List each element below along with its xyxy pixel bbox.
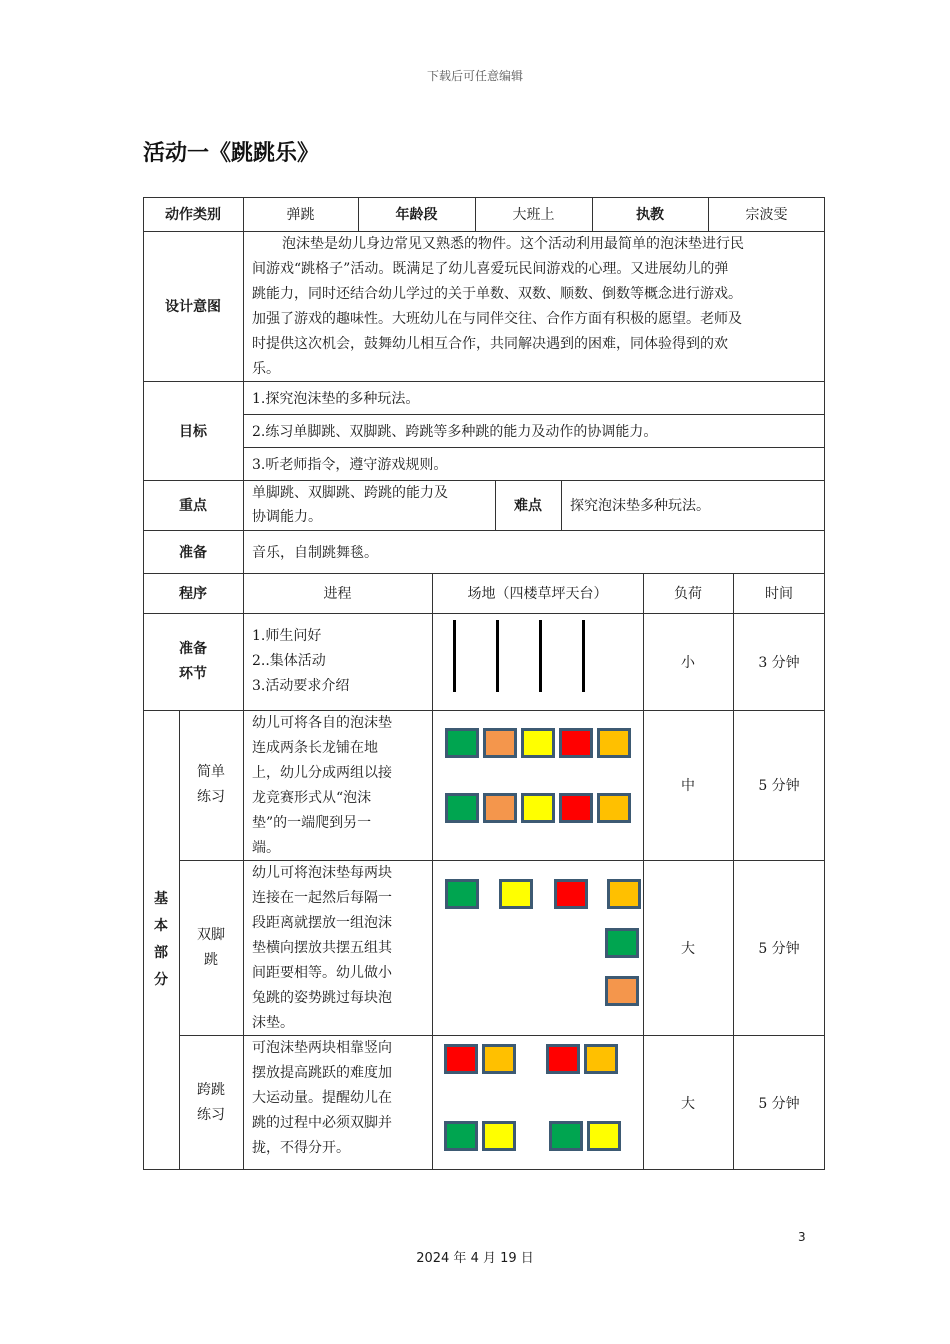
foam-mat-yellow: [499, 879, 533, 909]
procedure-label: 程序: [179, 586, 207, 602]
goals-label: 目标: [179, 423, 207, 440]
section-name: [179, 1035, 243, 1170]
grid-line: [243, 197, 244, 1170]
foam-mat-green: [445, 879, 479, 909]
design-line: 乐。: [252, 361, 280, 377]
desc-line: 幼儿可将各自的泡沫垫: [252, 715, 392, 731]
age-label: 年龄段: [395, 207, 438, 223]
key-point-line: 协调能力。: [252, 509, 322, 525]
design-line: 泡沫垫是幼儿身边常见又熟悉的物件。这个活动利用最简单的泡沫垫进行民: [282, 236, 744, 252]
load-header: 负荷: [674, 586, 702, 602]
foam-mat-amber: [597, 728, 631, 758]
difficulty-label: 难点: [514, 498, 542, 514]
foam-mat-yellow: [521, 793, 555, 823]
goal-item: 2.练习单脚跳、双脚跳、跨跳等多种跳的能力及动作的协调能力。: [252, 423, 658, 440]
prep-label: 准备: [179, 544, 207, 561]
design-line: 时提供这次机会，鼓舞幼儿相互合作，共同解决遇到的困难，同体验得到的欢: [252, 336, 728, 352]
foam-mat-green: [605, 928, 639, 958]
section-name-line: 简单: [197, 764, 225, 780]
prep-value: 音乐，自制跳舞毯。: [252, 544, 378, 561]
desc-line: 可泡沫垫两块相靠竖向: [252, 1040, 392, 1056]
foam-mat-orange: [483, 728, 517, 758]
desc-line: 跳的过程中必须双脚并: [252, 1115, 392, 1131]
section-load: 中: [681, 778, 695, 794]
foam-mat-green: [445, 728, 479, 758]
desc-line: 上，幼儿分成两组以接: [252, 765, 392, 781]
page-number: 3: [798, 1230, 806, 1244]
section-load: 大: [681, 940, 695, 957]
warmup-step: 1.师生问好: [252, 628, 322, 644]
age-value: 大班上: [512, 207, 555, 223]
foam-mat-amber: [607, 879, 641, 909]
foam-mat-amber: [584, 1044, 618, 1074]
time-header: 时间: [765, 586, 793, 602]
foam-mat-red: [559, 728, 593, 758]
foam-mat-orange: [605, 976, 639, 1006]
desc-line: 大运动量。提醒幼儿在: [252, 1090, 392, 1106]
header-note: 下载后可任意编辑: [426, 69, 523, 83]
section-name-line: 练习: [197, 789, 225, 805]
desc-line: 摆放提高跳跃的难度加: [252, 1065, 392, 1081]
goal-item: 3.听老师指令，遵守游戏规则。: [252, 456, 448, 473]
key-point-line: 单脚跳、双脚跳、跨跳的能力及: [252, 485, 448, 501]
footer-date: 2024 年 4 月 19 日: [416, 1251, 534, 1266]
section-desc: [252, 1036, 424, 1161]
desc-line: 连接在一起然后每隔一: [252, 890, 392, 906]
desc-line: 垫横向摆放共摆五组其: [252, 940, 392, 956]
desc-line: 连成两条长龙铺在地: [252, 740, 378, 756]
section-desc: [252, 861, 424, 1036]
warmup-steps: [252, 624, 430, 699]
line-marker: [539, 620, 542, 692]
section-name-line: 跨跳: [197, 1081, 225, 1098]
section-name: [179, 860, 243, 1035]
warmup-label: [143, 613, 243, 710]
design-label: 设计意图: [165, 299, 221, 315]
desc-line: 端。: [252, 840, 280, 856]
foam-mat-green: [549, 1121, 583, 1151]
foam-mat-green: [444, 1121, 478, 1151]
foam-mat-red: [559, 793, 593, 823]
section-time: 5 分钟: [758, 940, 800, 957]
design-line: 加强了游戏的趣味性。大班幼儿在与同伴交往、合作方面有积极的愿望。老师及: [252, 311, 742, 327]
difficulty-value: 探究泡沫垫多种玩法。: [570, 498, 710, 514]
section-time: 5 分钟: [758, 778, 800, 794]
warmup-step: 2..集体活动: [252, 653, 326, 669]
foam-mat-yellow: [587, 1121, 621, 1151]
warmup-load: 小: [681, 654, 695, 671]
venue-header: 场地（四楼草坪天台）: [467, 586, 608, 602]
warmup-label-line: 环节: [179, 665, 207, 682]
grid-line: [143, 530, 825, 531]
warmup-step: 3.活动要求介绍: [252, 678, 350, 694]
warmup-label-line: 准备: [179, 640, 207, 657]
line-marker: [453, 620, 456, 692]
desc-line: 兔跳的姿势跳过每块泡: [252, 990, 392, 1006]
foam-mat-orange: [483, 793, 517, 823]
line-marker: [582, 620, 585, 692]
desc-line: 沫垫。: [252, 1015, 294, 1031]
foam-mat-yellow: [521, 728, 555, 758]
basic-label-char: 部: [154, 945, 168, 961]
foam-mat-red: [554, 879, 588, 909]
process-header: 进程: [323, 586, 352, 602]
category-value: 弹跳: [286, 207, 315, 223]
section-name-line: 跳: [204, 951, 218, 968]
key-point-label: 重点: [179, 498, 207, 514]
goal-item: 1.探究泡沫垫的多种玩法。: [252, 390, 420, 407]
design-line: 跳能力，同时还结合幼儿学过的关于单数、双数、顺数、倒数等概念进行游戏。: [252, 286, 742, 302]
foam-mat-amber: [597, 793, 631, 823]
teacher-label: 执教: [636, 207, 664, 223]
section-name-line: 练习: [197, 1106, 225, 1123]
desc-line: 拢，不得分开。: [252, 1140, 350, 1156]
desc-line: 龙竞赛形式从“泡沫: [252, 790, 372, 806]
basic-section-label: [143, 710, 179, 1170]
section-name-line: 双脚: [197, 926, 225, 943]
design-line: 间游戏“跳格子”活动。既满足了幼儿喜爱玩民间游戏的心理。又进展幼儿的弹: [252, 261, 729, 277]
desc-line: 段距离就摆放一组泡沫: [252, 915, 392, 931]
teacher-value: 宗波雯: [745, 207, 788, 223]
basic-label-char: 本: [154, 918, 168, 934]
basic-label-char: 基: [154, 891, 168, 907]
grid-line: [561, 480, 562, 530]
foam-mat-yellow: [482, 1121, 516, 1151]
foam-mat-amber: [482, 1044, 516, 1074]
key-point-text: [252, 481, 492, 529]
foam-mat-red: [444, 1044, 478, 1074]
design-text: [252, 232, 818, 382]
section-load: 大: [681, 1095, 695, 1112]
section-name: [179, 710, 243, 860]
basic-label-char: 分: [154, 972, 168, 988]
section-desc: [252, 711, 424, 861]
foam-mat-green: [445, 793, 479, 823]
section-time: 5 分钟: [758, 1095, 800, 1112]
line-marker: [496, 620, 499, 692]
desc-line: 间距要相等。幼儿做小: [252, 965, 392, 981]
desc-line: 幼儿可将泡沫垫每两块: [252, 865, 392, 881]
foam-mat-red: [546, 1044, 580, 1074]
warmup-time: 3 分钟: [758, 654, 800, 671]
grid-line: [432, 573, 433, 1170]
page-title: 活动一《跳跳乐》: [143, 141, 320, 166]
category-label: 动作类别: [165, 207, 221, 223]
desc-line: 垫”的一端爬到另一: [252, 815, 372, 831]
